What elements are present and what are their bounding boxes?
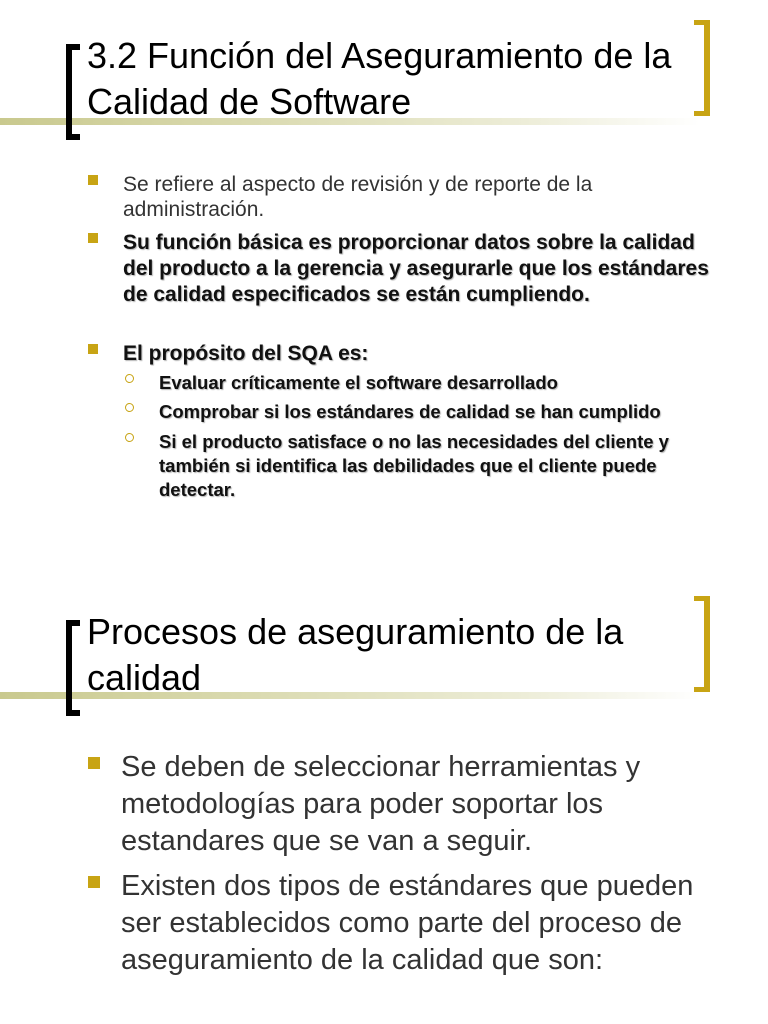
slide-2: [0, 576, 768, 1024]
bullet-text: Su función básica es proporcionar datos sobre la calidad del producto a la gerencia y asegurarle que los estándares de calidad especificados se están cumpliendo.: [123, 231, 709, 306]
square-bullet-icon: [88, 175, 98, 185]
bullet-item: [88, 230, 713, 308]
square-bullet-icon: [88, 757, 100, 769]
slide-title: Procesos de aseguramiento de la calidad: [87, 611, 624, 698]
left-bracket: [66, 620, 80, 716]
sub-bullet-item: [125, 400, 745, 424]
left-bracket: [66, 44, 80, 140]
bullet-item: [88, 341, 708, 366]
sub-bullet-text: Evaluar críticamente el software desarrollado: [159, 372, 558, 393]
circle-bullet-icon: [125, 403, 134, 412]
sub-bullet-text: Si el producto satisface o no las necesidades del cliente y también si identifica las debilidades que el cliente puede detectar.: [159, 431, 669, 500]
bullet-text: Existen dos tipos de estándares que pueden ser establecidos como parte del proceso de aseguramiento de la calidad que son:: [121, 870, 694, 976]
bullet-item: [88, 749, 708, 860]
square-bullet-icon: [88, 344, 98, 354]
circle-bullet-icon: [125, 374, 134, 383]
bullet-item: [88, 172, 708, 222]
sub-bullet-text: Comprobar si los estándares de calidad se han cumplido: [159, 401, 661, 422]
circle-bullet-icon: [125, 433, 134, 442]
bullet-text: El propósito del SQA es:: [123, 342, 369, 365]
right-bracket: [694, 20, 710, 116]
bullet-item: [88, 868, 708, 979]
sub-bullet-item: [125, 430, 715, 502]
bullet-text: Se refiere al aspecto de revisión y de reporte de la administración.: [123, 173, 593, 221]
sub-bullet-item: [125, 371, 745, 395]
square-bullet-icon: [88, 233, 98, 243]
bullet-text: Se deben de seleccionar herramientas y metodologías para poder soportar los estandares que se van a seguir.: [121, 751, 641, 857]
square-bullet-icon: [88, 876, 100, 888]
right-bracket: [694, 596, 710, 692]
slide-title: 3.2 Función del Aseguramiento de la Calidad de Software: [87, 35, 672, 122]
